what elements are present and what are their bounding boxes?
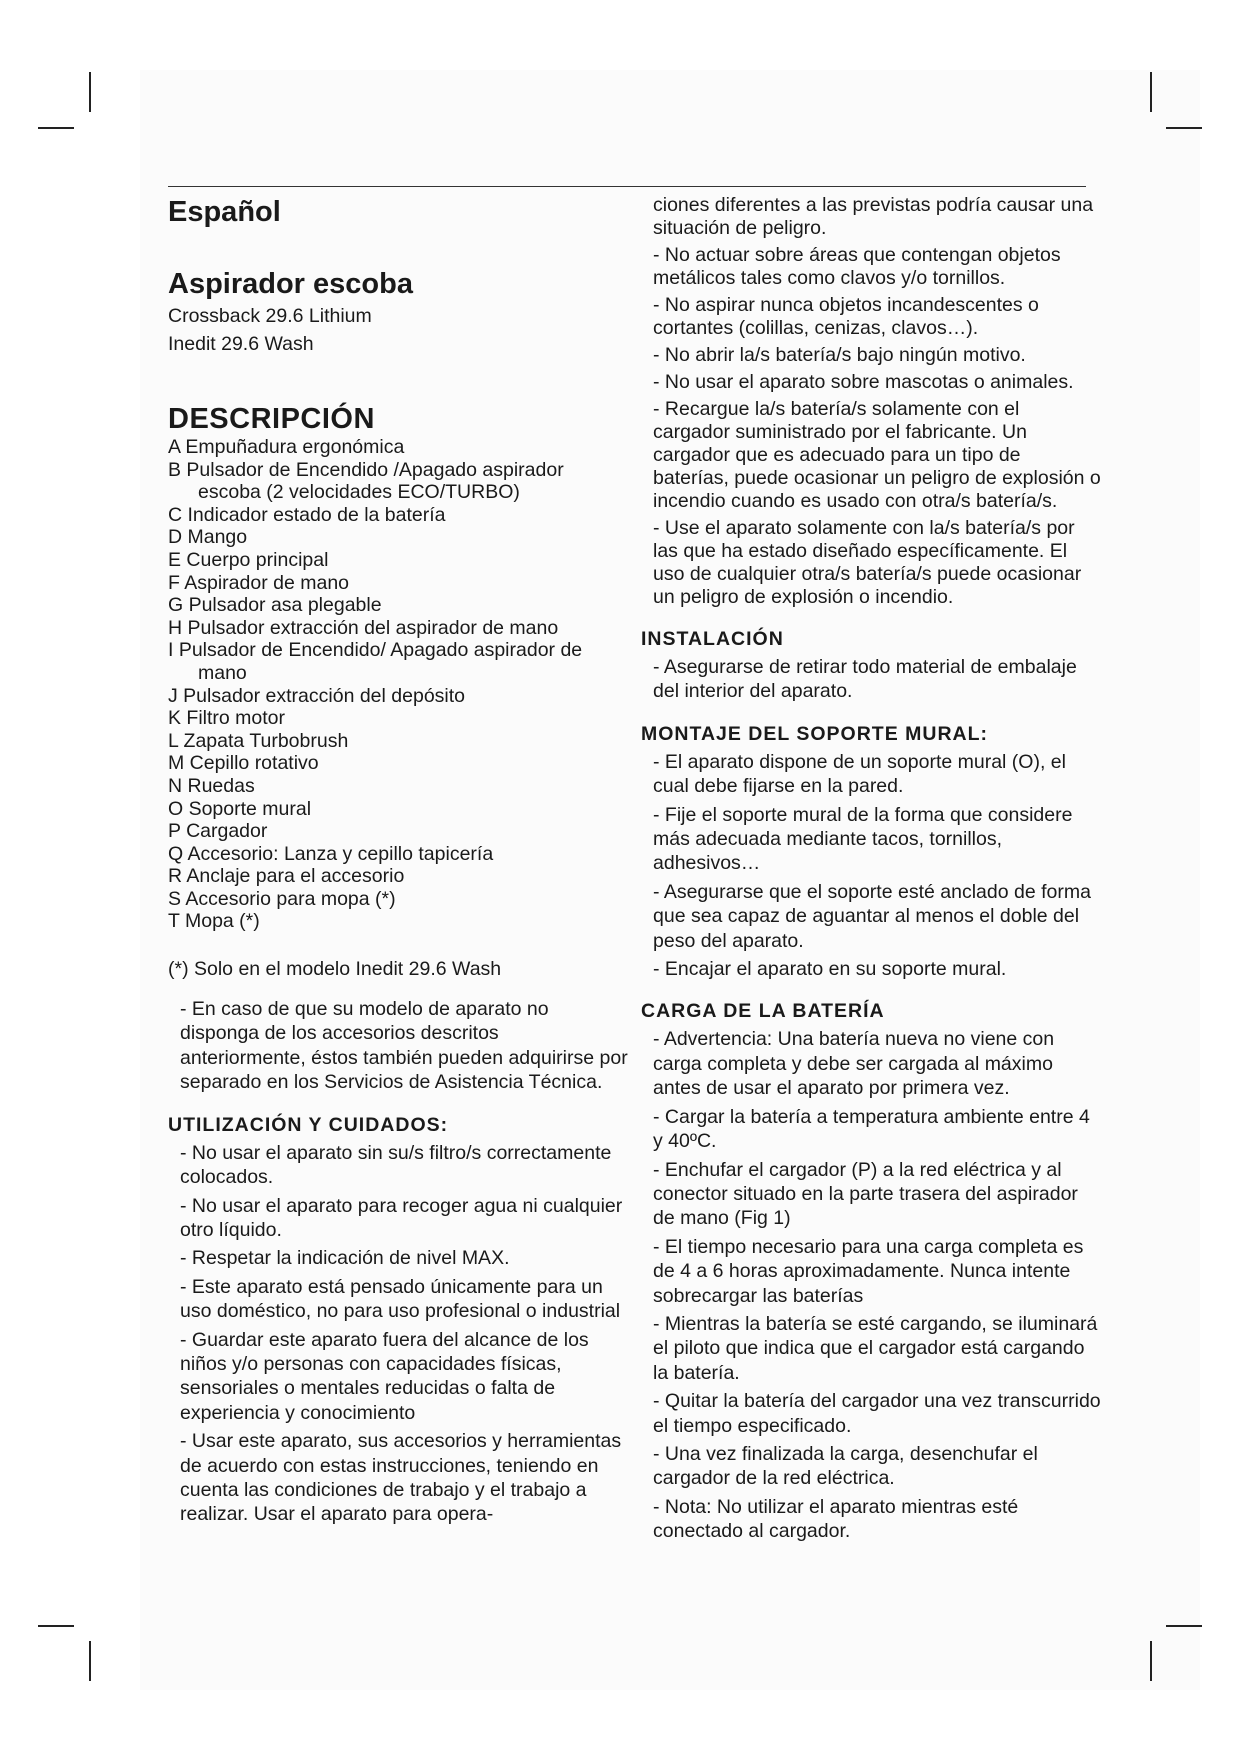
description-title: DESCRIPCIÓN bbox=[168, 403, 375, 435]
part-item: J Pulsador extracción del depósito bbox=[168, 684, 466, 707]
part-item: T Mopa (*) bbox=[168, 910, 260, 933]
usage-item: - No abrir la/s batería/s bajo ningún motivo. bbox=[653, 344, 1026, 366]
usage-item: - Guardar este aparato fuera del alcance de los niños y/o personas con capacidades físicas, sensoriales o mentales reducidas o falta de experiencia y conocimiento bbox=[180, 1328, 589, 1424]
battery-item: - Quitar la batería del cargador una vez transcurrido el tiempo especificado. bbox=[653, 1390, 1101, 1437]
accessory-note bbox=[168, 997, 628, 1095]
parts-list bbox=[168, 436, 628, 933]
usage-item: - Respetar la indicación de nivel MAX. bbox=[180, 1247, 510, 1270]
battery-item: - Cargar la batería a temperatura ambiente entre 4 y 40ºC. bbox=[653, 1105, 1090, 1153]
battery-item: - Una vez finalizada la carga, desenchufar el cargador de la red eléctrica. bbox=[653, 1442, 1038, 1490]
part-item: O Soporte mural bbox=[168, 797, 312, 820]
part-item: F Aspirador de mano bbox=[168, 571, 350, 594]
part-item: E Cuerpo principal bbox=[168, 548, 329, 571]
usage-item: - No usar el aparato sin su/s filtro/s correctamente colocados. bbox=[180, 1141, 612, 1189]
part-item: S Accesorio para mopa (*) bbox=[168, 887, 396, 910]
battery-title: CARGA DE LA BATERÍA bbox=[641, 1000, 885, 1023]
usage-list-continued bbox=[641, 194, 1101, 609]
battery-list bbox=[641, 1027, 1101, 1543]
usage-item: - Usar este aparato, sus accesorios y herramientas de acuerdo con estas instrucciones, teniendo en cuenta las condiciones de trabajo y el trabajo a realizar. Usar el aparato para opera- bbox=[180, 1430, 622, 1526]
part-item: K Filtro motor bbox=[168, 707, 286, 730]
part-item: C Indicador estado de la batería bbox=[168, 503, 446, 526]
header-rule bbox=[168, 186, 1086, 187]
wall-mount-item: - Fije el soporte mural de la forma que considere más adecuada mediante tacos, tornillos, adhesivos… bbox=[653, 803, 1073, 875]
usage-item: - Este aparato está pensado únicamente para un uso doméstico, no para uso profesional o industrial bbox=[180, 1275, 621, 1323]
usage-item: - No actuar sobre áreas que contengan objetos metálicos tales como clavos y/o tornillos. bbox=[653, 244, 1061, 289]
model-name: Inedit 29.6 Wash bbox=[168, 333, 314, 355]
part-item: A Empuñadura ergonómica bbox=[168, 436, 405, 458]
wall-mount-list bbox=[641, 750, 1101, 982]
wall-mount-item: - Encajar el aparato en su soporte mural. bbox=[653, 958, 1007, 981]
part-item: L Zapata Turbobrush bbox=[168, 729, 349, 752]
part-item: P Cargador bbox=[168, 820, 268, 843]
battery-item: - Mientras la batería se esté cargando, se iluminará el piloto que indica que el cargador está cargando la batería. bbox=[653, 1312, 1098, 1384]
footnote: (*) Solo en el modelo Inedit 29.6 Wash bbox=[168, 958, 502, 981]
product-title: Aspirador escoba bbox=[168, 268, 413, 300]
wall-mount-item: - Asegurarse que el soporte esté anclado de forma que sea capaz de aguantar al menos el doble del peso del aparato. bbox=[653, 880, 1091, 952]
part-item: M Cepillo rotativo bbox=[168, 752, 319, 775]
usage-item: - No usar el aparato sobre mascotas o animales. bbox=[653, 371, 1074, 393]
crop-mark-top-left-vertical bbox=[89, 72, 91, 112]
part-item: H Pulsador extracción del aspirador de mano bbox=[168, 616, 559, 639]
part-item: D Mango bbox=[168, 526, 248, 549]
usage-item: - Use el aparato solamente con la/s batería/s por las que ha estado diseñado específicamente. El uso de cualquier otra/s batería/s puede ocasionar un peligro de explosión o incendio. bbox=[653, 517, 1082, 608]
installation-item: - Asegurarse de retirar todo material de embalaje del interior del aparato. bbox=[653, 656, 1077, 703]
usage-item: - No aspirar nunca objetos incandescentes o cortantes (colillas, cenizas, clavos…). bbox=[653, 294, 1039, 339]
usage-list bbox=[168, 1141, 628, 1527]
part-item: N Ruedas bbox=[168, 774, 255, 797]
crop-mark-top-right-horizontal bbox=[1166, 127, 1202, 129]
wall-mount-item: - El aparato dispone de un soporte mural (O), el cual debe fijarse en la pared. bbox=[653, 750, 1066, 798]
battery-item: - Nota: No utilizar el aparato mientras esté conectado al cargador. bbox=[653, 1495, 1019, 1543]
left-column bbox=[168, 192, 628, 1531]
part-item: G Pulsador asa plegable bbox=[168, 594, 382, 617]
battery-item: - El tiempo necesario para una carga completa es de 4 a 6 horas aproximadamente. Nunca intente sobrecargar las baterías bbox=[653, 1235, 1084, 1307]
part-item: B Pulsador de Encendido /Apagado aspirador escoba (2 velocidades ECO/TURBO) bbox=[168, 458, 564, 504]
language-title: Español bbox=[168, 196, 281, 228]
usage-item: ciones diferentes a las previstas podría causar una situación de peligro. bbox=[653, 194, 1094, 239]
part-item: Q Accesorio: Lanza y cepillo tapicería bbox=[168, 842, 494, 865]
note-item: - En caso de que su modelo de aparato no disponga de los accesorios descritos anteriormente, éstos también pueden adquirirse por separado en los Servicios de Asistencia Técnica. bbox=[180, 998, 628, 1094]
crop-mark-top-left-horizontal bbox=[38, 127, 74, 129]
right-column bbox=[641, 194, 1101, 1548]
crop-mark-bottom-left-horizontal bbox=[38, 1625, 74, 1627]
usage-item: - No usar el aparato para recoger agua ni cualquier otro líquido. bbox=[180, 1194, 623, 1241]
crop-mark-bottom-left-vertical bbox=[89, 1641, 91, 1681]
crop-mark-top-right-vertical bbox=[1150, 72, 1152, 112]
crop-mark-bottom-right-horizontal bbox=[1166, 1625, 1202, 1627]
installation-list bbox=[641, 655, 1101, 704]
usage-item: - Recargue la/s batería/s solamente con el cargador suministrado por el fabricante. Un cargador que es adecuado para un tipo de baterías, puede ocasionar un peligro de explosión o incendio cuando es usado con otra/s batería/s. bbox=[653, 398, 1101, 512]
part-item: R Anclaje para el accesorio bbox=[168, 865, 405, 888]
installation-title: INSTALACIÓN bbox=[641, 628, 784, 650]
battery-item: - Advertencia: Una batería nueva no viene con carga completa y debe ser cargada al máximo antes de usar el aparato por primera vez. bbox=[653, 1028, 1055, 1100]
wall-mount-title: MONTAJE DEL SOPORTE MURAL: bbox=[641, 722, 989, 745]
part-item: I Pulsador de Encendido/ Apagado aspirador de mano bbox=[168, 639, 583, 684]
model-name: Crossback 29.6 Lithium bbox=[168, 305, 372, 327]
crop-mark-bottom-right-vertical bbox=[1150, 1641, 1152, 1681]
usage-title: UTILIZACIÓN Y CUIDADOS: bbox=[168, 1113, 449, 1136]
battery-item: - Enchufar el cargador (P) a la red eléctrica y al conector situado en la parte trasera del aspirador de mano (Fig 1) bbox=[653, 1158, 1078, 1230]
